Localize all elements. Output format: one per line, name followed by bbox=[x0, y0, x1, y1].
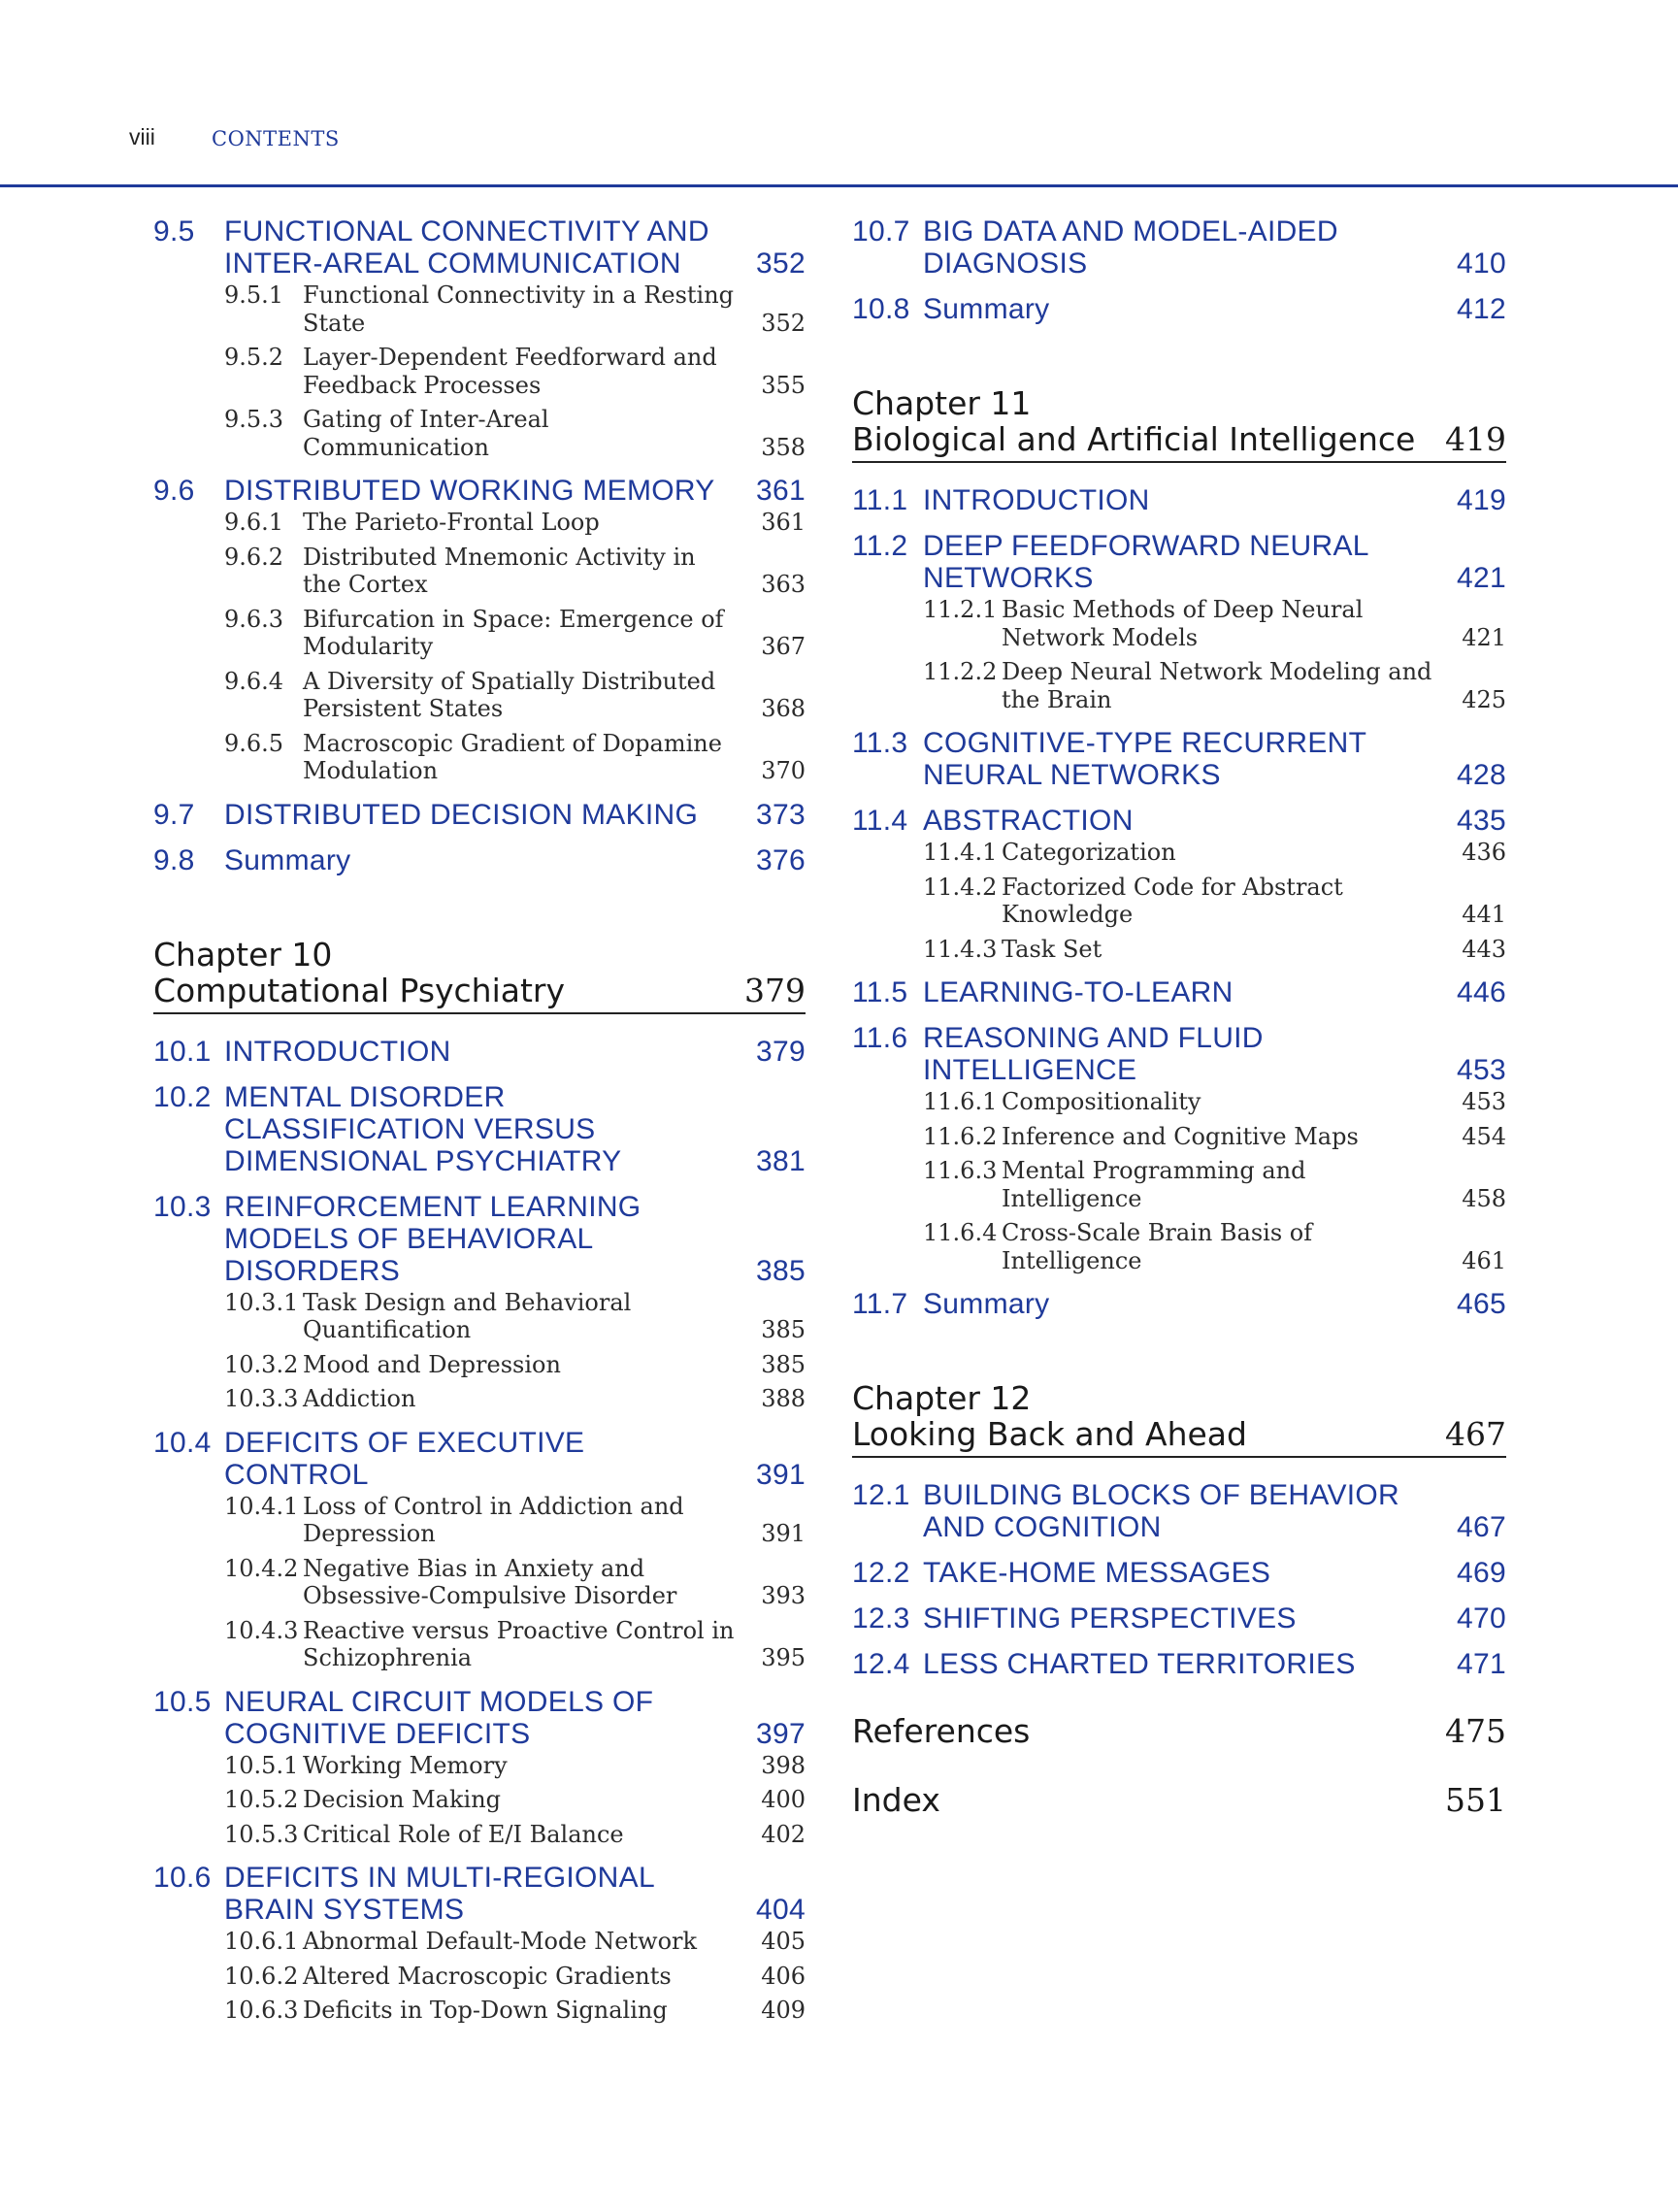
subsection-number: 11.6.4 bbox=[923, 1219, 998, 1246]
section-page: 470 bbox=[1457, 1602, 1506, 1634]
section-page: 446 bbox=[1457, 976, 1506, 1008]
toc-section-entry[interactable] bbox=[153, 1686, 806, 1750]
subsection-page: 388 bbox=[761, 1385, 806, 1412]
section-number: 12.2 bbox=[852, 1557, 910, 1589]
toc-section-entry[interactable] bbox=[852, 1648, 1506, 1680]
section-number: 11.2 bbox=[852, 530, 908, 562]
toc-subsection-entry[interactable] bbox=[852, 1088, 1506, 1116]
subsection-title: Loss of Control in Addiction and Depression bbox=[303, 1492, 684, 1547]
section-title: FUNCTIONAL CONNECTIVITY AND INTER-AREAL COMMUNICATION bbox=[224, 215, 709, 280]
toc-group bbox=[852, 215, 1506, 325]
subsection-number: 9.5.3 bbox=[224, 406, 284, 433]
subsection-title: Functional Connectivity in a Resting State bbox=[303, 281, 735, 337]
subsection-number: 9.6.1 bbox=[224, 509, 284, 536]
subsection-number: 11.4.3 bbox=[923, 935, 998, 963]
section-number: 11.7 bbox=[852, 1288, 908, 1320]
subsection-number: 11.4.1 bbox=[923, 839, 998, 866]
subsection-page: 406 bbox=[761, 1962, 806, 1990]
chapter-title: Computational Psychiatry bbox=[153, 971, 566, 1009]
subsection-number: 10.3.3 bbox=[224, 1385, 299, 1412]
subsection-number: 11.2.2 bbox=[923, 658, 998, 685]
subsection-number: 11.2.1 bbox=[923, 596, 998, 623]
subsection-page: 425 bbox=[1462, 685, 1506, 713]
toc-subsection-entry[interactable] bbox=[852, 596, 1506, 651]
subsection-title: Deep Neural Network Modeling and the Brain bbox=[1002, 658, 1432, 713]
subsection-page: 421 bbox=[1462, 623, 1506, 651]
toc-subsection-entry[interactable] bbox=[153, 1928, 806, 1956]
subsection-page: 443 bbox=[1462, 935, 1506, 963]
section-page: 385 bbox=[756, 1254, 806, 1287]
section-number: 11.6 bbox=[852, 1022, 908, 1054]
section-page: 453 bbox=[1457, 1054, 1506, 1086]
toc-group bbox=[852, 1479, 1506, 1680]
section-number: 10.5 bbox=[153, 1685, 212, 1718]
toc-subsection-entry[interactable] bbox=[153, 1493, 806, 1548]
section-number: 10.3 bbox=[153, 1190, 212, 1223]
section-title: INTRODUCTION bbox=[224, 1035, 451, 1068]
section-title: DEFICITS IN MULTI-REGIONAL BRAIN SYSTEMS bbox=[224, 1862, 654, 1926]
toc-subsection-entry[interactable] bbox=[153, 1752, 806, 1780]
section-title: DISTRIBUTED DECISION MAKING bbox=[224, 798, 699, 831]
subsection-number: 9.5.2 bbox=[224, 344, 284, 371]
toc-section-entry[interactable] bbox=[153, 1191, 806, 1287]
section-number: 11.5 bbox=[852, 976, 908, 1008]
section-title: DEEP FEEDFORWARD NEURAL NETWORKS bbox=[923, 530, 1368, 594]
toc-subsection-entry[interactable] bbox=[852, 839, 1506, 867]
subsection-number: 9.6.3 bbox=[224, 605, 284, 633]
section-number: 10.6 bbox=[153, 1862, 212, 1894]
subsection-number: 10.3.2 bbox=[224, 1350, 299, 1378]
page-header bbox=[0, 0, 1678, 194]
subsection-title: Compositionality bbox=[1002, 1088, 1201, 1115]
subsection-number: 9.6.4 bbox=[224, 667, 284, 695]
back-matter-page: 475 bbox=[1445, 1712, 1506, 1750]
toc-section-entry[interactable] bbox=[153, 475, 806, 507]
subsection-page: 393 bbox=[761, 1582, 806, 1609]
subsection-page: 461 bbox=[1462, 1246, 1506, 1274]
toc-subsection-entry[interactable] bbox=[153, 281, 806, 337]
toc-section-entry[interactable] bbox=[153, 1081, 806, 1177]
subsection-page: 370 bbox=[761, 757, 806, 784]
section-page: 421 bbox=[1457, 562, 1506, 594]
subsection-title: Factorized Code for Abstract Knowledge bbox=[1002, 873, 1343, 928]
subsection-title: Inference and Cognitive Maps bbox=[1002, 1122, 1359, 1150]
subsection-title: Abnormal Default-Mode Network bbox=[303, 1928, 698, 1955]
toc-section-entry[interactable] bbox=[852, 530, 1506, 594]
toc-group bbox=[153, 215, 806, 876]
section-title: SHIFTING PERSPECTIVES bbox=[923, 1602, 1297, 1634]
subsection-title: Gating of Inter-Areal Communication bbox=[303, 406, 549, 461]
subsection-title: The Parieto-Frontal Loop bbox=[303, 509, 600, 536]
subsection-title: A Diversity of Spatially Distributed Persistent States bbox=[303, 667, 716, 722]
section-number: 10.2 bbox=[153, 1080, 212, 1113]
toc-subsection-entry[interactable] bbox=[852, 1219, 1506, 1274]
section-number: 10.1 bbox=[153, 1035, 212, 1068]
subsection-page: 355 bbox=[761, 371, 806, 399]
subsection-number: 10.6.3 bbox=[224, 1997, 299, 2024]
section-number: 11.3 bbox=[852, 727, 908, 759]
section-title: DEFICITS OF EXECUTIVE CONTROL bbox=[224, 1426, 585, 1491]
subsection-title: Categorization bbox=[1002, 839, 1176, 866]
toc-subsection-entry[interactable] bbox=[852, 874, 1506, 929]
toc-section-entry[interactable] bbox=[852, 805, 1506, 837]
subsection-page: 453 bbox=[1462, 1088, 1506, 1115]
toc-subsection-entry[interactable] bbox=[153, 1617, 806, 1672]
toc-section-entry[interactable] bbox=[852, 293, 1506, 325]
subsection-title: Bifurcation in Space: Emergence of Modularity bbox=[303, 605, 724, 660]
subsection-title: Basic Methods of Deep Neural Network Models bbox=[1002, 596, 1364, 651]
section-page: 381 bbox=[756, 1144, 806, 1177]
subsection-page: 436 bbox=[1462, 839, 1506, 866]
subsection-page: 409 bbox=[761, 1997, 806, 2024]
section-number: 12.1 bbox=[852, 1479, 910, 1511]
subsection-page: 358 bbox=[761, 433, 806, 461]
section-number: 9.8 bbox=[153, 843, 195, 876]
section-page: 397 bbox=[756, 1717, 806, 1750]
subsection-title: Reactive versus Proactive Control in Schizophrenia bbox=[303, 1616, 735, 1671]
section-page: 469 bbox=[1457, 1557, 1506, 1589]
subsection-number: 10.6.1 bbox=[224, 1928, 299, 1955]
toc-section-entry[interactable] bbox=[153, 1427, 806, 1491]
subsection-page: 385 bbox=[761, 1350, 806, 1378]
subsection-title: Mental Programming and Intelligence bbox=[1002, 1157, 1306, 1212]
section-number: 9.5 bbox=[153, 215, 195, 248]
toc-section-entry[interactable] bbox=[852, 727, 1506, 791]
section-page: 465 bbox=[1457, 1288, 1506, 1320]
section-title: MENTAL DISORDER CLASSIFICATION VERSUS DIMENSIONAL PSYCHIATRY bbox=[224, 1080, 622, 1177]
section-page: 391 bbox=[756, 1458, 806, 1491]
subsection-number: 10.3.1 bbox=[224, 1288, 299, 1316]
subsection-title: Layer-Dependent Feedforward and Feedback Processes bbox=[303, 344, 717, 399]
section-page: 404 bbox=[756, 1894, 806, 1926]
toc-section-entry[interactable] bbox=[852, 976, 1506, 1008]
section-number: 11.4 bbox=[852, 805, 908, 837]
section-title: Summary bbox=[224, 843, 351, 876]
toc-subsection-entry[interactable] bbox=[153, 1289, 806, 1344]
section-number: 9.7 bbox=[153, 798, 195, 831]
toc-section-entry[interactable] bbox=[153, 1862, 806, 1926]
subsection-page: 458 bbox=[1462, 1184, 1506, 1212]
subsection-page: 367 bbox=[761, 633, 806, 660]
toc-section-entry[interactable] bbox=[852, 484, 1506, 516]
toc-section-entry[interactable] bbox=[153, 215, 806, 280]
chapter-page: 467 bbox=[1445, 1415, 1506, 1453]
back-matter-title: References bbox=[852, 1712, 1031, 1750]
section-number: 10.7 bbox=[852, 215, 910, 248]
subsection-title: Working Memory bbox=[303, 1751, 508, 1779]
subsection-page: 363 bbox=[761, 571, 806, 598]
subsection-page: 405 bbox=[761, 1928, 806, 1955]
subsection-page: 402 bbox=[761, 1820, 806, 1848]
toc-group bbox=[153, 1036, 806, 2025]
subsection-number: 9.6.2 bbox=[224, 543, 284, 571]
subsection-page: 441 bbox=[1462, 901, 1506, 928]
section-title: BIG DATA AND MODEL-AIDED DIAGNOSIS bbox=[923, 215, 1338, 280]
section-number: 12.3 bbox=[852, 1602, 910, 1634]
section-title: REASONING AND FLUID INTELLIGENCE bbox=[923, 1022, 1264, 1086]
toc-subsection-entry[interactable] bbox=[153, 1963, 806, 1991]
section-page: 373 bbox=[756, 798, 806, 831]
subsection-number: 10.6.2 bbox=[224, 1962, 299, 1990]
toc-subsection-entry[interactable] bbox=[153, 1821, 806, 1849]
toc-subsection-entry[interactable] bbox=[852, 1123, 1506, 1151]
subsection-number: 11.6.3 bbox=[923, 1157, 998, 1184]
chapter-label: Chapter 11 bbox=[852, 384, 1032, 422]
toc-subsection-entry[interactable] bbox=[852, 1157, 1506, 1212]
section-page: 471 bbox=[1457, 1648, 1506, 1680]
subsection-page: 400 bbox=[761, 1786, 806, 1813]
toc-section-entry[interactable] bbox=[153, 844, 806, 876]
toc-section-entry[interactable] bbox=[852, 1022, 1506, 1086]
subsection-number: 10.5.2 bbox=[224, 1786, 299, 1813]
toc-section-entry[interactable] bbox=[852, 215, 1506, 280]
section-page: 376 bbox=[756, 843, 806, 876]
section-title: TAKE-HOME MESSAGES bbox=[923, 1557, 1271, 1589]
back-matter-page: 551 bbox=[1445, 1781, 1506, 1819]
subsection-page: 454 bbox=[1462, 1122, 1506, 1150]
subsection-number: 11.6.2 bbox=[923, 1122, 998, 1150]
subsection-page: 368 bbox=[761, 695, 806, 722]
subsection-number: 10.4.1 bbox=[224, 1492, 299, 1520]
subsection-number: 11.6.1 bbox=[923, 1088, 998, 1115]
subsection-title: Task Design and Behavioral Quantification bbox=[303, 1288, 632, 1343]
toc-subsection-entry[interactable] bbox=[852, 658, 1506, 713]
chapter-heading bbox=[852, 1380, 1506, 1458]
toc-section-entry[interactable] bbox=[153, 1036, 806, 1068]
toc-group bbox=[852, 484, 1506, 1320]
section-title: LESS CHARTED TERRITORIES bbox=[923, 1648, 1356, 1680]
subsection-page: 395 bbox=[761, 1644, 806, 1671]
section-page: 352 bbox=[756, 248, 806, 280]
subsection-number: 9.6.5 bbox=[224, 729, 284, 757]
subsection-title: Decision Making bbox=[303, 1786, 502, 1813]
toc-subsection-entry[interactable] bbox=[153, 1786, 806, 1814]
toc-subsection-entry[interactable] bbox=[852, 936, 1506, 964]
subsection-title: Task Set bbox=[1002, 935, 1102, 963]
toc-column-right bbox=[852, 215, 1506, 1818]
section-page: 435 bbox=[1457, 805, 1506, 837]
toc-subsection-entry[interactable] bbox=[153, 544, 806, 599]
toc-subsection-entry[interactable] bbox=[153, 1997, 806, 2025]
header-rule bbox=[0, 184, 1678, 187]
section-page: 428 bbox=[1457, 759, 1506, 791]
toc-subsection-entry[interactable] bbox=[153, 1385, 806, 1413]
section-title: REINFORCEMENT LEARNING MODELS OF BEHAVIORAL DISORDERS bbox=[224, 1190, 642, 1287]
section-page: 467 bbox=[1457, 1511, 1506, 1543]
back-matter-entry[interactable] bbox=[852, 1782, 1506, 1818]
toc-column-left bbox=[153, 215, 806, 2025]
subsection-title: Critical Role of E/I Balance bbox=[303, 1820, 624, 1848]
section-page: 412 bbox=[1457, 293, 1506, 325]
subsection-page: 391 bbox=[761, 1520, 806, 1547]
section-title: BUILDING BLOCKS OF BEHAVIOR AND COGNITION bbox=[923, 1479, 1399, 1543]
section-number: 11.1 bbox=[852, 484, 908, 516]
subsection-title: Altered Macroscopic Gradients bbox=[303, 1962, 672, 1990]
back-matter-entry[interactable] bbox=[852, 1713, 1506, 1749]
chapter-page: 379 bbox=[744, 971, 806, 1009]
toc-subsection-entry[interactable] bbox=[153, 730, 806, 785]
section-title: COGNITIVE-TYPE RECURRENT NEURAL NETWORKS bbox=[923, 727, 1366, 791]
subsection-title: Mood and Depression bbox=[303, 1350, 561, 1378]
subsection-page: 361 bbox=[761, 509, 806, 536]
subsection-page: 398 bbox=[761, 1751, 806, 1779]
chapter-label: Chapter 12 bbox=[852, 1379, 1032, 1417]
chapter-title: Biological and Artificial Intelligence bbox=[852, 420, 1416, 458]
chapter-heading bbox=[852, 385, 1506, 463]
section-number: 10.8 bbox=[852, 293, 910, 325]
toc-subsection-entry[interactable] bbox=[153, 1351, 806, 1379]
toc-subsection-entry[interactable] bbox=[153, 344, 806, 399]
toc-section-entry[interactable] bbox=[852, 1479, 1506, 1543]
section-title: Summary bbox=[923, 1288, 1050, 1320]
toc-subsection-entry[interactable] bbox=[153, 406, 806, 461]
subsection-number: 10.4.3 bbox=[224, 1616, 299, 1644]
section-page: 379 bbox=[756, 1035, 806, 1068]
subsection-page: 352 bbox=[761, 309, 806, 337]
subsection-title: Macroscopic Gradient of Dopamine Modulation bbox=[303, 729, 722, 784]
subsection-title: Deficits in Top-Down Signaling bbox=[303, 1997, 668, 2024]
section-title: DISTRIBUTED WORKING MEMORY bbox=[224, 475, 715, 507]
section-title: LEARNING-TO-LEARN bbox=[923, 976, 1234, 1008]
subsection-number: 10.5.1 bbox=[224, 1751, 299, 1779]
section-title: INTRODUCTION bbox=[923, 484, 1150, 516]
subsection-page: 385 bbox=[761, 1316, 806, 1343]
section-number: 10.4 bbox=[153, 1426, 212, 1459]
subsection-number: 10.5.3 bbox=[224, 1820, 299, 1848]
toc-subsection-entry[interactable] bbox=[153, 606, 806, 661]
subsection-title: Distributed Mnemonic Activity in the Cortex bbox=[303, 543, 696, 598]
toc-section-entry[interactable] bbox=[153, 799, 806, 831]
toc-section-entry[interactable] bbox=[852, 1602, 1506, 1634]
page-number: viii bbox=[129, 124, 155, 149]
section-page: 410 bbox=[1457, 248, 1506, 280]
chapter-heading bbox=[153, 937, 806, 1014]
chapter-page: 419 bbox=[1445, 420, 1506, 458]
toc-section-entry[interactable] bbox=[852, 1557, 1506, 1589]
toc-subsection-entry[interactable] bbox=[153, 509, 806, 537]
section-page: 419 bbox=[1457, 484, 1506, 516]
running-head: CONTENTS bbox=[212, 127, 340, 150]
toc-subsection-entry[interactable] bbox=[153, 668, 806, 723]
toc-section-entry[interactable] bbox=[852, 1288, 1506, 1320]
subsection-number: 9.5.1 bbox=[224, 281, 284, 309]
subsection-title: Cross-Scale Brain Basis of Intelligence bbox=[1002, 1219, 1313, 1274]
subsection-title: Negative Bias in Anxiety and Obsessive-Compulsive Disorder bbox=[303, 1554, 677, 1609]
back-matter-title: Index bbox=[852, 1781, 940, 1819]
chapter-label: Chapter 10 bbox=[153, 935, 333, 974]
section-title: Summary bbox=[923, 293, 1050, 325]
section-title: ABSTRACTION bbox=[923, 805, 1134, 837]
chapter-title: Looking Back and Ahead bbox=[852, 1415, 1247, 1453]
section-page: 361 bbox=[756, 475, 806, 507]
toc-subsection-entry[interactable] bbox=[153, 1555, 806, 1610]
subsection-number: 11.4.2 bbox=[923, 873, 998, 901]
subsection-title: Addiction bbox=[303, 1385, 416, 1412]
section-number: 9.6 bbox=[153, 475, 195, 507]
section-title: NEURAL CIRCUIT MODELS OF COGNITIVE DEFICITS bbox=[224, 1685, 654, 1750]
subsection-number: 10.4.2 bbox=[224, 1554, 299, 1582]
section-number: 12.4 bbox=[852, 1648, 910, 1680]
